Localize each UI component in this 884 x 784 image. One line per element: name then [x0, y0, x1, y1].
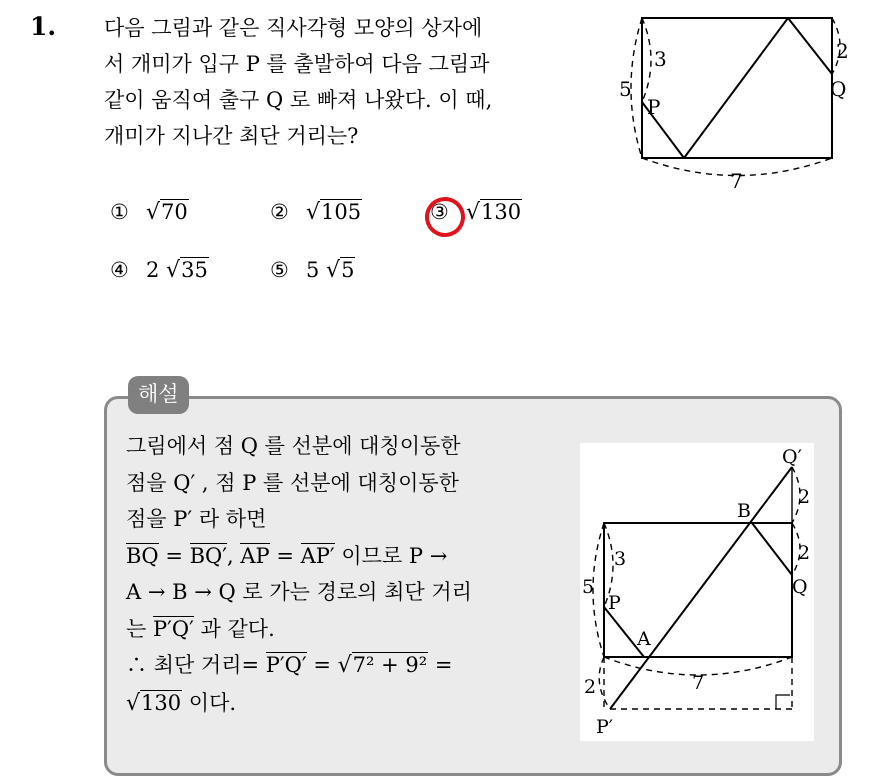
solution-tag: 해설	[128, 376, 189, 414]
choice-3[interactable]: ③ √130	[430, 200, 522, 225]
label-2-top: 2	[798, 486, 811, 508]
choice-5[interactable]: ⑤ 5 √5	[270, 258, 355, 283]
choice-4[interactable]: ④ 2 √35	[110, 258, 208, 283]
solution-text: 그림에서 점 Q 를 선분에 대칭이동한 점을 Q′ , 점 P 를 선분에 대칭이동한 점을 P′ 라 하면 BQ = BQ′, AP = AP′ 이므로 P → A → B → Q 로 가는 경로의 최단 거리 는 P′Q′ 과 같다. ∴ 최단 거리= P′Q′ = √7² + 9² = √130 이다.	[126, 434, 472, 716]
label-p: P	[647, 95, 661, 119]
problem-number: 1.	[30, 12, 57, 41]
label-p: P	[608, 592, 621, 614]
label-3: 3	[654, 47, 667, 71]
label-7: 7	[692, 672, 705, 694]
label-2-right: 2	[798, 542, 811, 564]
reflection-figure	[580, 443, 814, 741]
label-q-prime: Q′	[782, 446, 802, 468]
label-7: 7	[730, 169, 743, 193]
label-a: A	[637, 628, 651, 650]
label-2: 2	[836, 39, 849, 63]
label-3: 3	[614, 548, 627, 570]
label-5: 5	[619, 77, 632, 101]
ant-box-figure	[612, 8, 849, 196]
label-q: Q	[792, 576, 808, 598]
problem-text: 다음 그림과 같은 직사각형 모양의 상자에 서 개미가 입구 P 를 출발하여 다음 그림과 같이 움직여 출구 Q 로 빠져 나왔다. 이 때, 개미가 지나간 최단 거리는?	[104, 16, 493, 148]
label-p-prime: P′	[596, 716, 614, 738]
label-2-left: 2	[584, 676, 597, 698]
choice-2[interactable]: ② √105	[270, 200, 362, 225]
label-b: B	[737, 500, 751, 522]
label-5: 5	[582, 576, 595, 598]
label-q: Q	[830, 77, 847, 101]
choice-1[interactable]: ① √70	[110, 200, 188, 225]
